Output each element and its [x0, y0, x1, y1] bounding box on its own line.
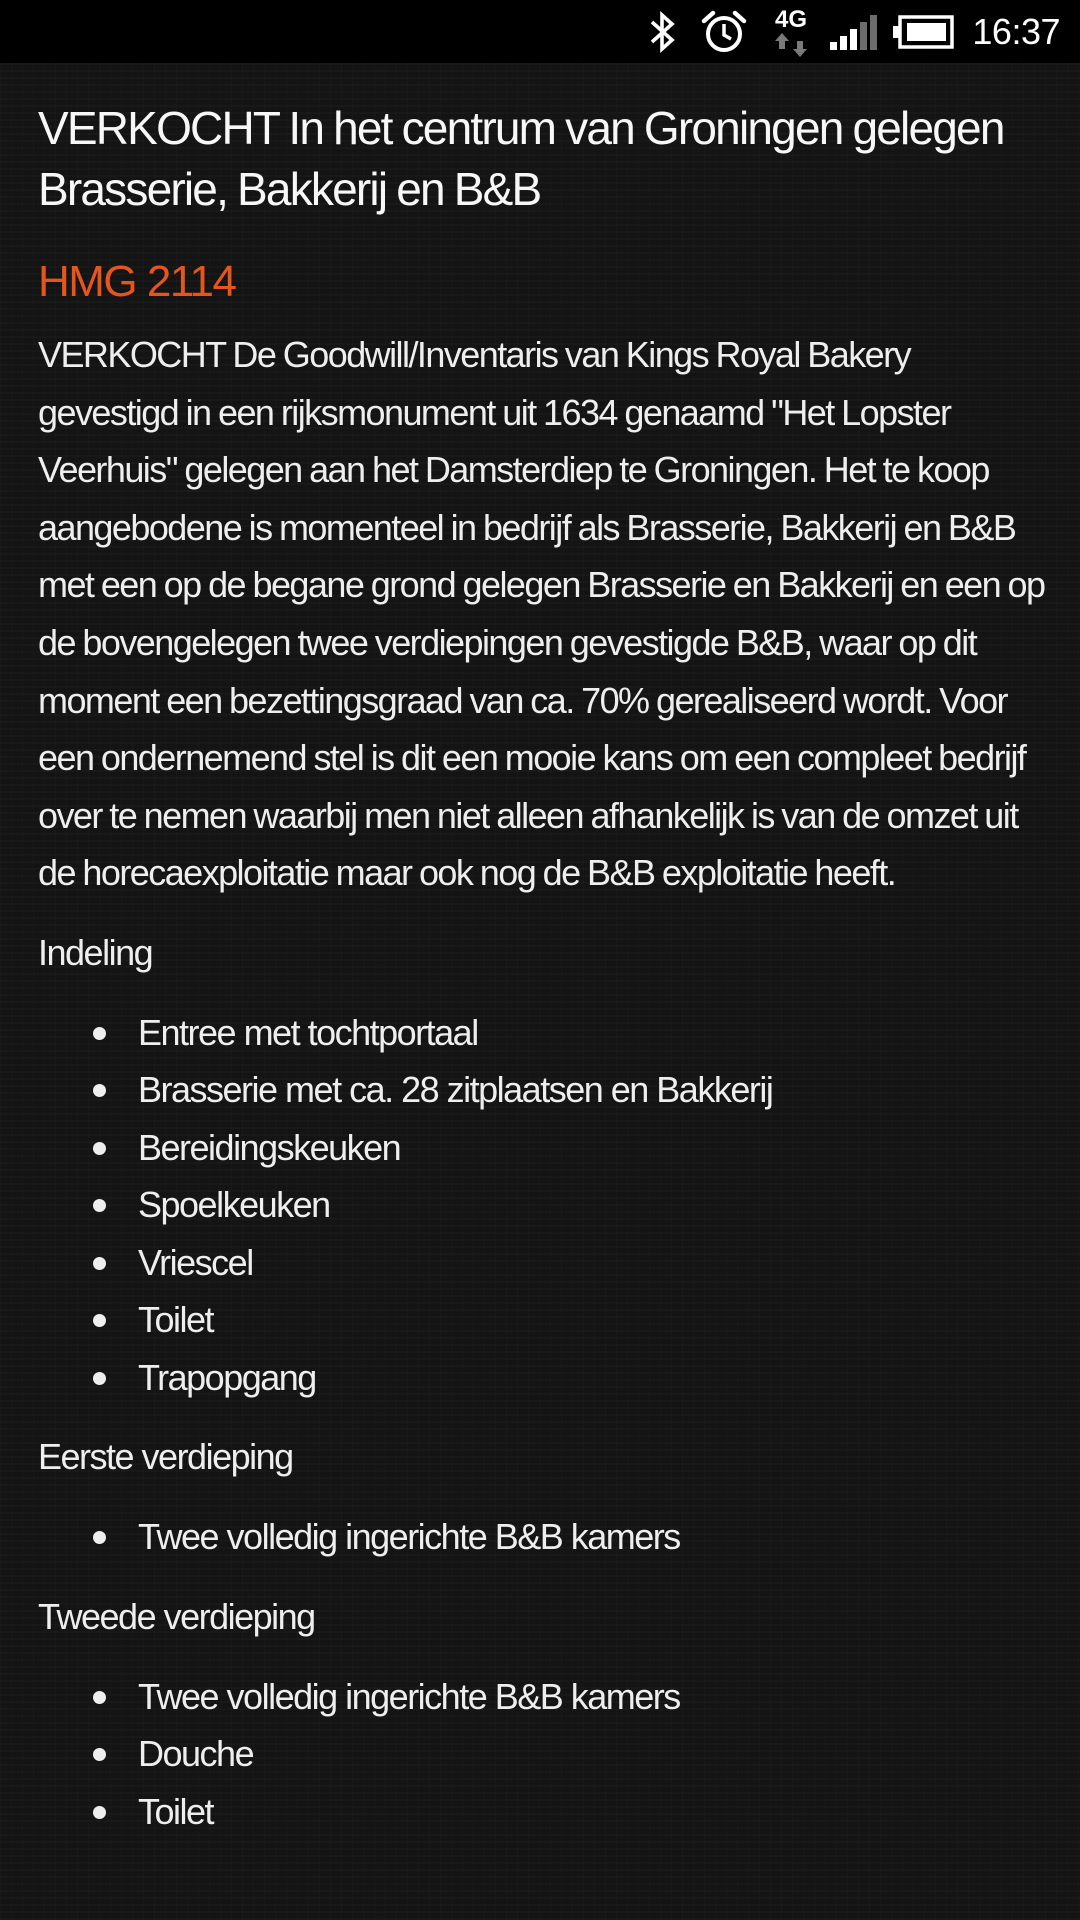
signal-strength-icon — [828, 0, 878, 63]
room-list-tweede-verdieping — [38, 1668, 1048, 1841]
list-item-label: Spoelkeuken — [138, 1184, 330, 1226]
list-item-label: Trapopgang — [138, 1356, 316, 1398]
bullet-icon — [93, 1084, 106, 1097]
list-item — [38, 1349, 1048, 1407]
list-item — [38, 1061, 1048, 1119]
list-item — [38, 1508, 1048, 1566]
room-list-eerste-verdieping — [38, 1508, 1048, 1566]
battery-icon — [893, 0, 955, 63]
network-type-label: 4G — [774, 5, 808, 33]
list-item-label: Brasserie met ca. 28 zitplaatsen en Bakkerij — [138, 1069, 773, 1111]
status-bar — [0, 0, 1080, 63]
list-item-label: Twee volledig ingerichte B&B kamers — [138, 1675, 680, 1717]
list-item-label: Douche — [138, 1733, 254, 1775]
bullet-icon — [93, 1531, 106, 1544]
listing-content — [38, 63, 1048, 1840]
bullet-icon — [93, 1748, 106, 1761]
bullet-icon — [93, 1806, 106, 1819]
page-title: VERKOCHT In het centrum van Groningen gelegen Brasserie, Bakkerij en B&B — [38, 102, 1004, 215]
bullet-icon — [93, 1314, 106, 1327]
list-item-label: Toilet — [138, 1790, 214, 1832]
status-time: 16:37 — [972, 10, 1060, 52]
bullet-icon — [93, 1199, 106, 1212]
bullet-icon — [93, 1372, 106, 1385]
bluetooth-icon — [647, 0, 681, 63]
list-item — [38, 1119, 1048, 1177]
list-item-label: Entree met tochtportaal — [138, 1011, 478, 1053]
list-item — [38, 1725, 1048, 1783]
list-item — [38, 1668, 1048, 1726]
section-heading-tweede-verdieping: Tweede verdieping — [38, 1595, 315, 1637]
bullet-icon — [93, 1142, 106, 1155]
alarm-icon — [700, 0, 748, 63]
list-item — [38, 1004, 1048, 1062]
list-item-label: Twee volledig ingerichte B&B kamers — [138, 1516, 680, 1558]
list-item — [38, 1234, 1048, 1292]
bullet-icon — [93, 1027, 106, 1040]
bullet-icon — [93, 1691, 106, 1704]
room-list-indeling — [38, 1004, 1048, 1407]
list-item-label: Toilet — [138, 1299, 214, 1341]
listing-reference: HMG 2114 — [38, 257, 236, 306]
list-item-label: Bereidingskeuken — [138, 1126, 401, 1168]
bullet-icon — [93, 1257, 106, 1270]
network-4g-icon — [768, 0, 814, 63]
list-item — [38, 1783, 1048, 1841]
section-heading-indeling: Indeling — [38, 931, 153, 973]
list-item — [38, 1291, 1048, 1349]
listing-description: VERKOCHT De Goodwill/Inventaris van Kings Royal Bakery gevestigd in een rijksmonument uit 1634 genaamd "Het Lopster Veerhuis" gelegen aan het Damsterdiep te Groningen. Het te koop aangebodene is momenteel in bedrijf als Brasserie, Bakkerij en B&B met een op de begane grond gelegen Brasserie en Bakkerij en een op de bovengelegen twee verdiepingen gevestigde B&B, waar op dit moment een bezettingsgraad van ca. 70% gerealiseerd wordt. Voor een ondernemend stel is dit een mooie kans om een compleet bedrijf over te nemen waarbij men niet alleen afhankelijk is van de omzet uit de horecaexploitatie maar ook nog de B&B exploitatie heeft. — [38, 334, 1045, 894]
list-item-label: Vriescel — [138, 1241, 253, 1283]
section-heading-eerste-verdieping: Eerste verdieping — [38, 1436, 293, 1478]
list-item — [38, 1176, 1048, 1234]
